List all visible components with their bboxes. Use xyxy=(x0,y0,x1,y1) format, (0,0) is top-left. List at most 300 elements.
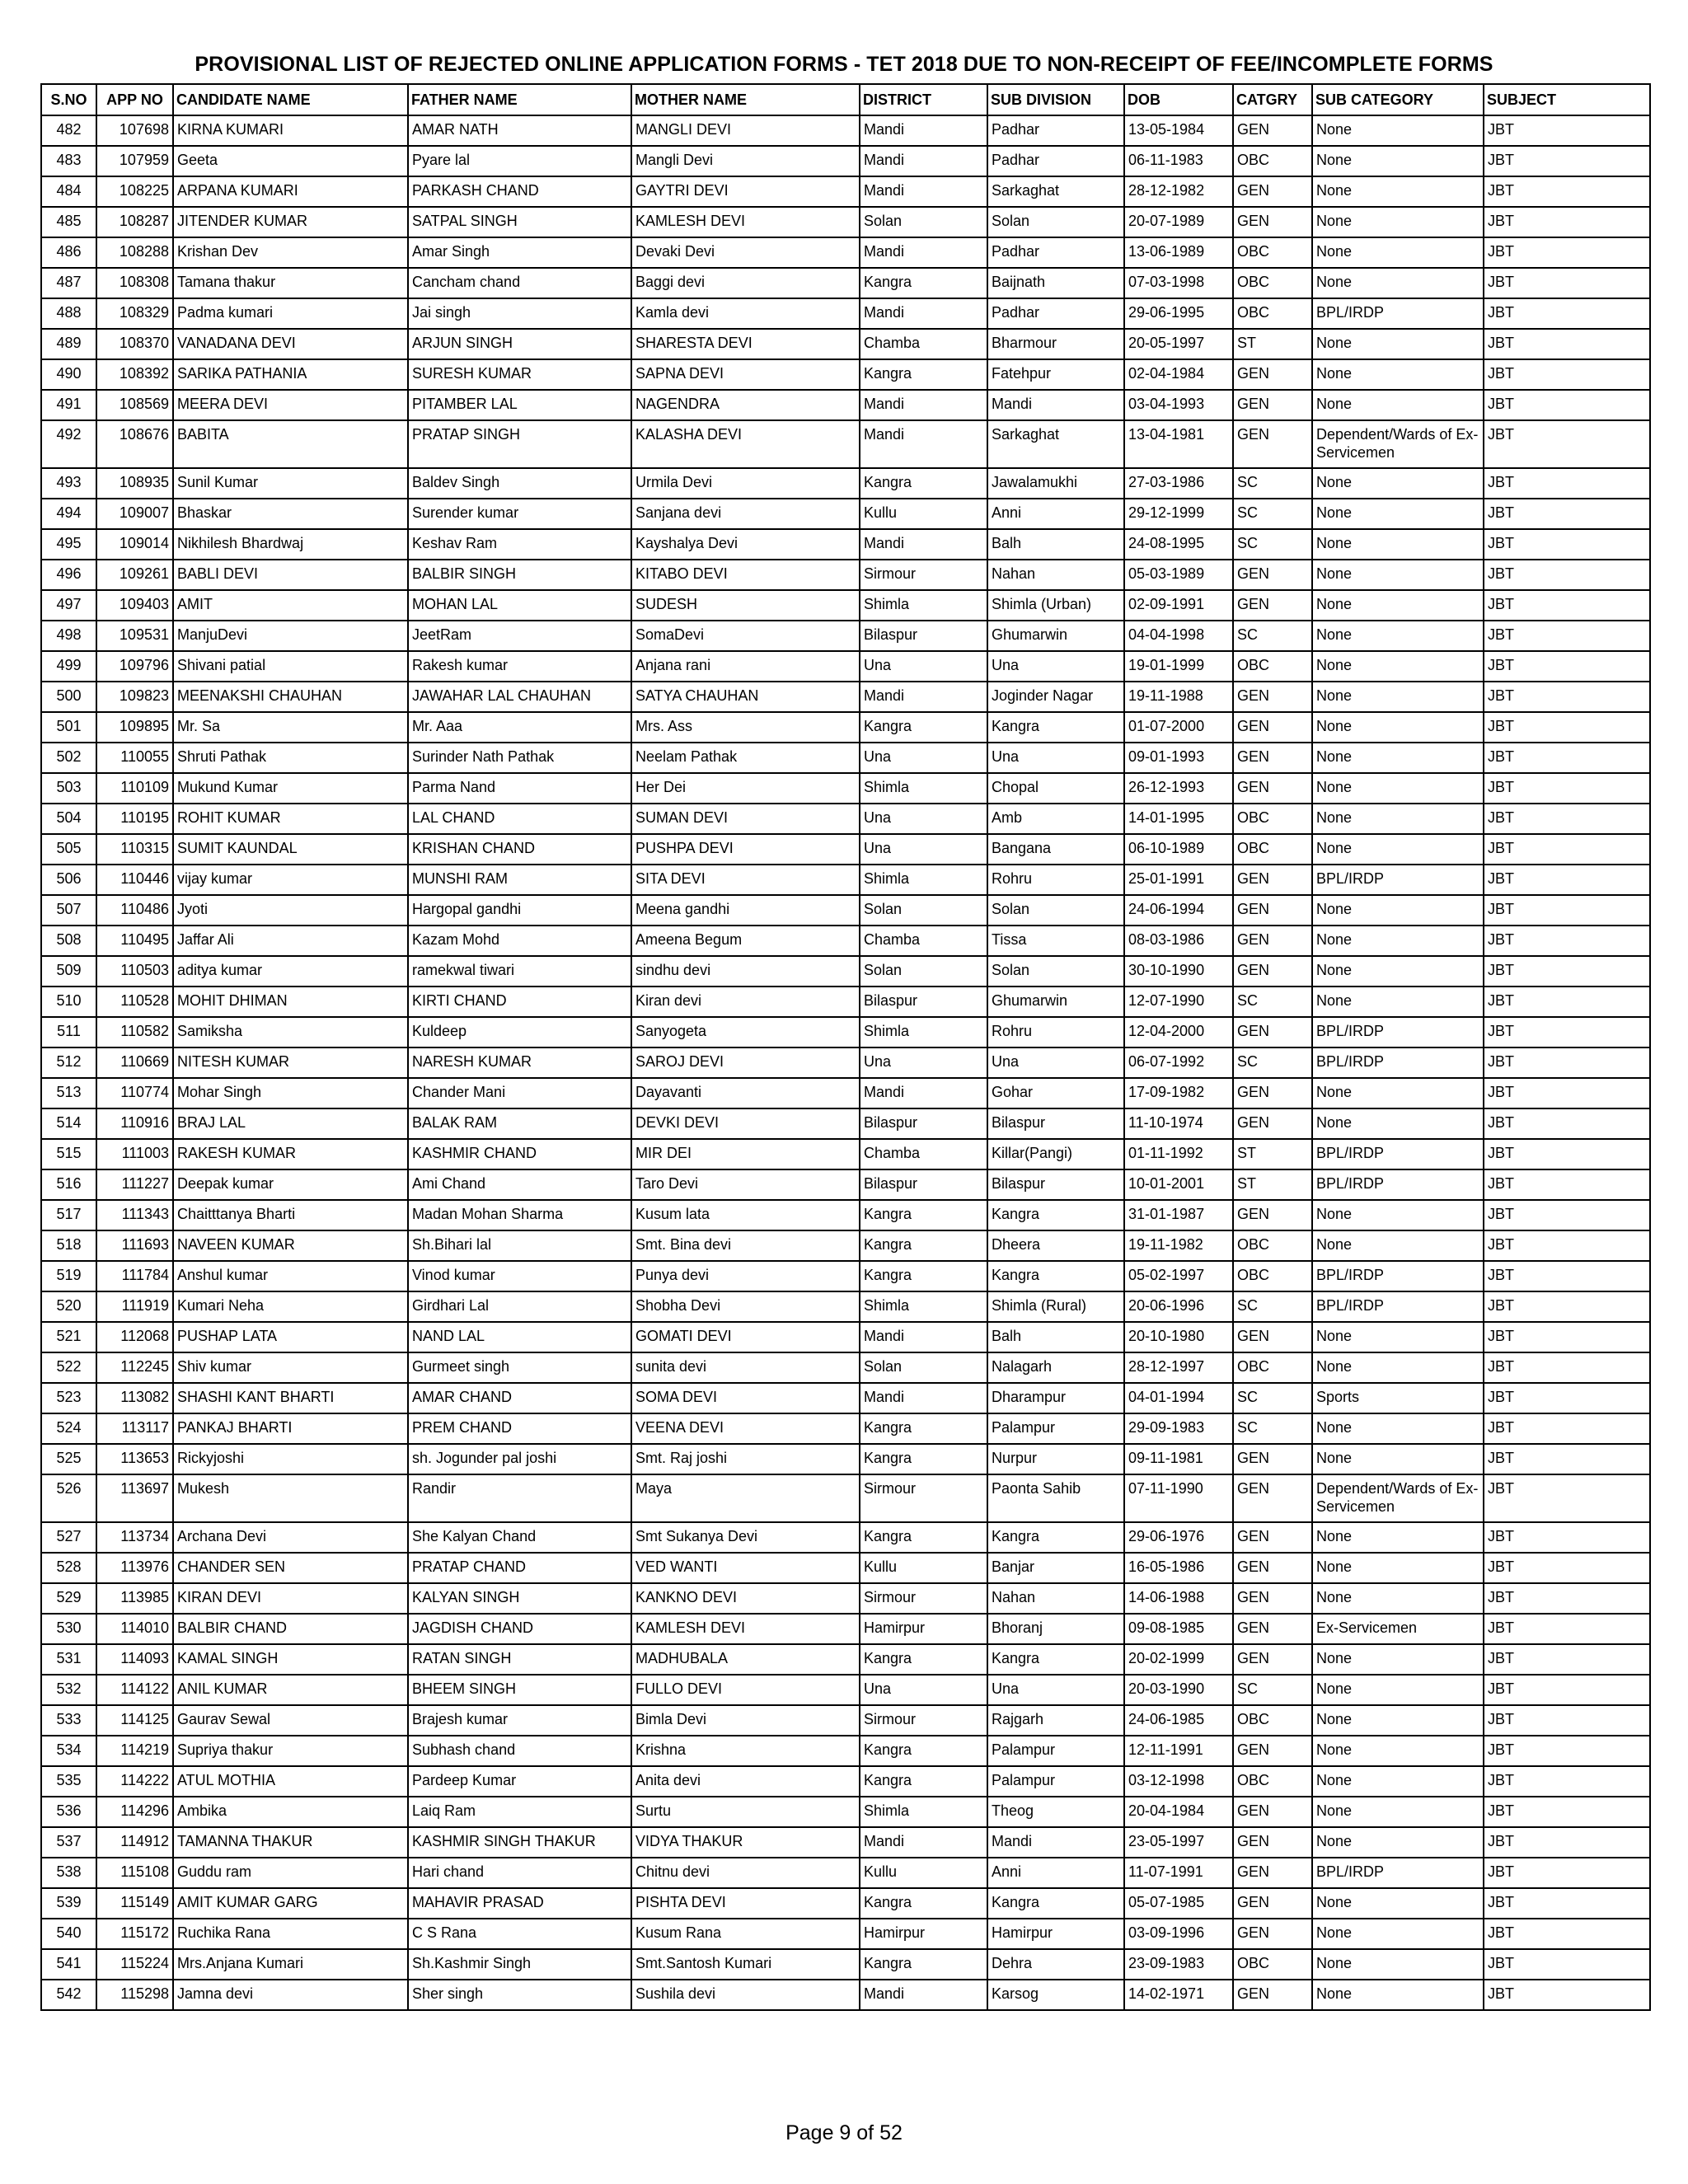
sub-division-cell: Paonta Sahib xyxy=(987,1474,1124,1522)
table-row xyxy=(41,1200,1650,1230)
sno-cell: 498 xyxy=(41,621,96,651)
father-name-cell: KIRTI CHAND xyxy=(408,987,631,1017)
father-name-cell: AMAR NATH xyxy=(408,115,631,146)
sub-category-cell: None xyxy=(1312,560,1484,590)
subject-cell: JBT xyxy=(1484,712,1650,743)
subject-cell: JBT xyxy=(1484,1291,1650,1322)
category-cell: GEN xyxy=(1233,1797,1312,1827)
app-no-cell: 113653 xyxy=(96,1444,173,1474)
subject-cell: JBT xyxy=(1484,682,1650,712)
father-name-cell: PREM CHAND xyxy=(408,1413,631,1444)
subject-cell: JBT xyxy=(1484,359,1650,390)
mother-name-cell: DEVKI DEVI xyxy=(631,1108,860,1139)
category-cell: OBC xyxy=(1233,1352,1312,1383)
dob-cell: 24-08-1995 xyxy=(1124,529,1233,560)
table-row xyxy=(41,956,1650,987)
sub-category-cell: None xyxy=(1312,1736,1484,1766)
dob-cell: 09-08-1985 xyxy=(1124,1614,1233,1644)
father-name-cell: BALBIR SINGH xyxy=(408,560,631,590)
category-cell: SC xyxy=(1233,1413,1312,1444)
subject-cell: JBT xyxy=(1484,1858,1650,1888)
sub-category-cell: None xyxy=(1312,1200,1484,1230)
table-row xyxy=(41,1583,1650,1614)
sub-division-cell: Baijnath xyxy=(987,268,1124,298)
table-row xyxy=(41,1474,1650,1522)
father-name-cell: KASHMIR SINGH THAKUR xyxy=(408,1827,631,1858)
table-row xyxy=(41,298,1650,329)
sub-division-cell: Amb xyxy=(987,804,1124,834)
app-no-cell: 115224 xyxy=(96,1949,173,1980)
district-cell: Shimla xyxy=(860,590,987,621)
sno-cell: 526 xyxy=(41,1474,96,1522)
sub-division-cell: Bhoranj xyxy=(987,1614,1124,1644)
candidate-name-cell: ATUL MOTHIA xyxy=(173,1766,408,1797)
app-no-cell: 108287 xyxy=(96,207,173,237)
mother-name-cell: Dayavanti xyxy=(631,1078,860,1108)
category-cell: OBC xyxy=(1233,1261,1312,1291)
district-cell: Una xyxy=(860,1047,987,1078)
district-cell: Kangra xyxy=(860,1888,987,1919)
table-row xyxy=(41,865,1650,895)
dob-cell: 09-01-1993 xyxy=(1124,743,1233,773)
rejected-applications-table xyxy=(40,83,1651,2011)
sub-category-cell: None xyxy=(1312,773,1484,804)
category-cell: GEN xyxy=(1233,207,1312,237)
district-cell: Kangra xyxy=(860,1230,987,1261)
sno-cell: 521 xyxy=(41,1322,96,1352)
candidate-name-cell: Guddu ram xyxy=(173,1858,408,1888)
mother-name-cell: Smt. Raj joshi xyxy=(631,1444,860,1474)
column-header-dob: DOB xyxy=(1124,84,1233,115)
subject-cell: JBT xyxy=(1484,926,1650,956)
sub-category-cell: None xyxy=(1312,359,1484,390)
subject-cell: JBT xyxy=(1484,1583,1650,1614)
app-no-cell: 108392 xyxy=(96,359,173,390)
mother-name-cell: SATYA CHAUHAN xyxy=(631,682,860,712)
sno-cell: 503 xyxy=(41,773,96,804)
dob-cell: 13-05-1984 xyxy=(1124,115,1233,146)
dob-cell: 20-03-1990 xyxy=(1124,1675,1233,1705)
sub-category-cell: None xyxy=(1312,1078,1484,1108)
district-cell: Sirmour xyxy=(860,1474,987,1522)
dob-cell: 09-11-1981 xyxy=(1124,1444,1233,1474)
candidate-name-cell: Mukesh xyxy=(173,1474,408,1522)
father-name-cell: PRATAP SINGH xyxy=(408,420,631,468)
mother-name-cell: Chitnu devi xyxy=(631,1858,860,1888)
sub-category-cell: Sports xyxy=(1312,1383,1484,1413)
dob-cell: 26-12-1993 xyxy=(1124,773,1233,804)
app-no-cell: 114010 xyxy=(96,1614,173,1644)
table-row xyxy=(41,1705,1650,1736)
sub-division-cell: Anni xyxy=(987,1858,1124,1888)
sno-cell: 517 xyxy=(41,1200,96,1230)
category-cell: SC xyxy=(1233,621,1312,651)
sub-division-cell: Padhar xyxy=(987,115,1124,146)
sub-division-cell: Rajgarh xyxy=(987,1705,1124,1736)
sno-cell: 539 xyxy=(41,1888,96,1919)
sno-cell: 510 xyxy=(41,987,96,1017)
father-name-cell: Subhash chand xyxy=(408,1736,631,1766)
table-row xyxy=(41,1169,1650,1200)
candidate-name-cell: Krishan Dev xyxy=(173,237,408,268)
district-cell: Solan xyxy=(860,956,987,987)
sub-division-cell: Kangra xyxy=(987,1261,1124,1291)
district-cell: Kangra xyxy=(860,1949,987,1980)
sno-cell: 528 xyxy=(41,1553,96,1583)
sub-category-cell: None xyxy=(1312,1766,1484,1797)
sub-division-cell: Dheera xyxy=(987,1230,1124,1261)
table-row xyxy=(41,329,1650,359)
subject-cell: JBT xyxy=(1484,1797,1650,1827)
candidate-name-cell: Jyoti xyxy=(173,895,408,926)
candidate-name-cell: Shruti Pathak xyxy=(173,743,408,773)
category-cell: SC xyxy=(1233,987,1312,1017)
candidate-name-cell: MEENAKSHI CHAUHAN xyxy=(173,682,408,712)
candidate-name-cell: Mr. Sa xyxy=(173,712,408,743)
subject-cell: JBT xyxy=(1484,1919,1650,1949)
subject-cell: JBT xyxy=(1484,146,1650,176)
table-row xyxy=(41,420,1650,468)
candidate-name-cell: PANKAJ BHARTI xyxy=(173,1413,408,1444)
category-cell: ST xyxy=(1233,1139,1312,1169)
category-cell: GEN xyxy=(1233,1614,1312,1644)
candidate-name-cell: TAMANNA THAKUR xyxy=(173,1827,408,1858)
subject-cell: JBT xyxy=(1484,499,1650,529)
app-no-cell: 108569 xyxy=(96,390,173,420)
father-name-cell: ARJUN SINGH xyxy=(408,329,631,359)
table-row xyxy=(41,682,1650,712)
mother-name-cell: Bimla Devi xyxy=(631,1705,860,1736)
mother-name-cell: Smt. Bina devi xyxy=(631,1230,860,1261)
app-no-cell: 110669 xyxy=(96,1047,173,1078)
father-name-cell: MUNSHI RAM xyxy=(408,865,631,895)
subject-cell: JBT xyxy=(1484,1949,1650,1980)
dob-cell: 12-04-2000 xyxy=(1124,1017,1233,1047)
sub-division-cell: Palampur xyxy=(987,1736,1124,1766)
mother-name-cell: KAMLESH DEVI xyxy=(631,1614,860,1644)
app-no-cell: 110446 xyxy=(96,865,173,895)
subject-cell: JBT xyxy=(1484,651,1650,682)
table-row xyxy=(41,773,1650,804)
subject-cell: JBT xyxy=(1484,1413,1650,1444)
sub-category-cell: None xyxy=(1312,926,1484,956)
father-name-cell: MAHAVIR PRASAD xyxy=(408,1888,631,1919)
sno-cell: 527 xyxy=(41,1522,96,1553)
sub-division-cell: Joginder Nagar xyxy=(987,682,1124,712)
table-row xyxy=(41,804,1650,834)
sub-category-cell: None xyxy=(1312,176,1484,207)
dob-cell: 20-10-1980 xyxy=(1124,1322,1233,1352)
district-cell: Kangra xyxy=(860,1261,987,1291)
district-cell: Bilaspur xyxy=(860,621,987,651)
category-cell: GEN xyxy=(1233,1644,1312,1675)
district-cell: Kangra xyxy=(860,1736,987,1766)
subject-cell: JBT xyxy=(1484,1705,1650,1736)
candidate-name-cell: vijay kumar xyxy=(173,865,408,895)
dob-cell: 20-02-1999 xyxy=(1124,1644,1233,1675)
app-no-cell: 113734 xyxy=(96,1522,173,1553)
dob-cell: 20-04-1984 xyxy=(1124,1797,1233,1827)
table-row xyxy=(41,468,1650,499)
sno-cell: 513 xyxy=(41,1078,96,1108)
dob-cell: 16-05-1986 xyxy=(1124,1553,1233,1583)
subject-cell: JBT xyxy=(1484,268,1650,298)
sub-category-cell: None xyxy=(1312,743,1484,773)
district-cell: Mandi xyxy=(860,1827,987,1858)
column-header-father-name: FATHER NAME xyxy=(408,84,631,115)
sno-cell: 511 xyxy=(41,1017,96,1047)
district-cell: Shimla xyxy=(860,773,987,804)
sno-cell: 490 xyxy=(41,359,96,390)
table-row xyxy=(41,590,1650,621)
category-cell: OBC xyxy=(1233,1230,1312,1261)
sub-division-cell: Anni xyxy=(987,499,1124,529)
app-no-cell: 114222 xyxy=(96,1766,173,1797)
mother-name-cell: Kusum Rana xyxy=(631,1919,860,1949)
sub-division-cell: Bilaspur xyxy=(987,1169,1124,1200)
sno-cell: 508 xyxy=(41,926,96,956)
app-no-cell: 110055 xyxy=(96,743,173,773)
sub-division-cell: Padhar xyxy=(987,237,1124,268)
father-name-cell: NAND LAL xyxy=(408,1322,631,1352)
table-row xyxy=(41,1291,1650,1322)
sno-cell: 531 xyxy=(41,1644,96,1675)
sub-division-cell: Banjar xyxy=(987,1553,1124,1583)
father-name-cell: Hargopal gandhi xyxy=(408,895,631,926)
sub-category-cell: None xyxy=(1312,1827,1484,1858)
subject-cell: JBT xyxy=(1484,895,1650,926)
sub-category-cell: None xyxy=(1312,1888,1484,1919)
district-cell: Shimla xyxy=(860,1017,987,1047)
dob-cell: 11-10-1974 xyxy=(1124,1108,1233,1139)
dob-cell: 20-05-1997 xyxy=(1124,329,1233,359)
sub-category-cell: None xyxy=(1312,468,1484,499)
category-cell: GEN xyxy=(1233,865,1312,895)
father-name-cell: Parma Nand xyxy=(408,773,631,804)
category-cell: GEN xyxy=(1233,115,1312,146)
sub-division-cell: Nalagarh xyxy=(987,1352,1124,1383)
mother-name-cell: Punya devi xyxy=(631,1261,860,1291)
dob-cell: 23-05-1997 xyxy=(1124,1827,1233,1858)
dob-cell: 10-01-2001 xyxy=(1124,1169,1233,1200)
candidate-name-cell: MOHIT DHIMAN xyxy=(173,987,408,1017)
sno-cell: 538 xyxy=(41,1858,96,1888)
sub-division-cell: Sarkaghat xyxy=(987,176,1124,207)
column-header-sno: S.NO xyxy=(41,84,96,115)
candidate-name-cell: Mrs.Anjana Kumari xyxy=(173,1949,408,1980)
sno-cell: 509 xyxy=(41,956,96,987)
candidate-name-cell: Geeta xyxy=(173,146,408,176)
app-no-cell: 115149 xyxy=(96,1888,173,1919)
candidate-name-cell: KAMAL SINGH xyxy=(173,1644,408,1675)
mother-name-cell: Kayshalya Devi xyxy=(631,529,860,560)
sub-division-cell: Dharampur xyxy=(987,1383,1124,1413)
table-row xyxy=(41,1614,1650,1644)
app-no-cell: 108676 xyxy=(96,420,173,468)
table-row xyxy=(41,1766,1650,1797)
mother-name-cell: Baggi devi xyxy=(631,268,860,298)
category-cell: GEN xyxy=(1233,1858,1312,1888)
category-cell: GEN xyxy=(1233,1827,1312,1858)
father-name-cell: KALYAN SINGH xyxy=(408,1583,631,1614)
app-no-cell: 111227 xyxy=(96,1169,173,1200)
subject-cell: JBT xyxy=(1484,804,1650,834)
sub-category-cell: None xyxy=(1312,1919,1484,1949)
sub-category-cell: None xyxy=(1312,621,1484,651)
app-no-cell: 115298 xyxy=(96,1980,173,2010)
mother-name-cell: VIDYA THAKUR xyxy=(631,1827,860,1858)
district-cell: Bilaspur xyxy=(860,987,987,1017)
sub-category-cell: None xyxy=(1312,499,1484,529)
subject-cell: JBT xyxy=(1484,1444,1650,1474)
dob-cell: 06-11-1983 xyxy=(1124,146,1233,176)
sub-division-cell: Solan xyxy=(987,895,1124,926)
sub-category-cell: BPL/IRDP xyxy=(1312,1261,1484,1291)
father-name-cell: Surinder Nath Pathak xyxy=(408,743,631,773)
sub-category-cell: None xyxy=(1312,1797,1484,1827)
category-cell: OBC xyxy=(1233,1705,1312,1736)
sno-cell: 516 xyxy=(41,1169,96,1200)
sno-cell: 506 xyxy=(41,865,96,895)
dob-cell: 01-11-1992 xyxy=(1124,1139,1233,1169)
father-name-cell: Surender kumar xyxy=(408,499,631,529)
app-no-cell: 107698 xyxy=(96,115,173,146)
table-row xyxy=(41,359,1650,390)
sno-cell: 483 xyxy=(41,146,96,176)
mother-name-cell: SAPNA DEVI xyxy=(631,359,860,390)
district-cell: Una xyxy=(860,804,987,834)
app-no-cell: 107959 xyxy=(96,146,173,176)
category-cell: GEN xyxy=(1233,1919,1312,1949)
candidate-name-cell: Jaffar Ali xyxy=(173,926,408,956)
category-cell: SC xyxy=(1233,1291,1312,1322)
mother-name-cell: Sanyogeta xyxy=(631,1017,860,1047)
father-name-cell: MOHAN LAL xyxy=(408,590,631,621)
app-no-cell: 115172 xyxy=(96,1919,173,1949)
mother-name-cell: Smt.Santosh Kumari xyxy=(631,1949,860,1980)
app-no-cell: 108288 xyxy=(96,237,173,268)
app-no-cell: 109261 xyxy=(96,560,173,590)
sub-category-cell: None xyxy=(1312,1108,1484,1139)
app-no-cell: 113976 xyxy=(96,1553,173,1583)
sub-category-cell: None xyxy=(1312,895,1484,926)
district-cell: Shimla xyxy=(860,865,987,895)
candidate-name-cell: Kumari Neha xyxy=(173,1291,408,1322)
candidate-name-cell: AMIT xyxy=(173,590,408,621)
subject-cell: JBT xyxy=(1484,1322,1650,1352)
mother-name-cell: PISHTA DEVI xyxy=(631,1888,860,1919)
dob-cell: 14-02-1971 xyxy=(1124,1980,1233,2010)
sno-cell: 504 xyxy=(41,804,96,834)
candidate-name-cell: VANADANA DEVI xyxy=(173,329,408,359)
mother-name-cell: KANKNO DEVI xyxy=(631,1583,860,1614)
district-cell: Bilaspur xyxy=(860,1169,987,1200)
table-row xyxy=(41,651,1650,682)
app-no-cell: 114296 xyxy=(96,1797,173,1827)
district-cell: Sirmour xyxy=(860,560,987,590)
subject-cell: JBT xyxy=(1484,1383,1650,1413)
sub-division-cell: Nurpur xyxy=(987,1444,1124,1474)
subject-cell: JBT xyxy=(1484,176,1650,207)
table-row xyxy=(41,1644,1650,1675)
app-no-cell: 110195 xyxy=(96,804,173,834)
sub-category-cell: None xyxy=(1312,1644,1484,1675)
category-cell: OBC xyxy=(1233,834,1312,865)
app-no-cell: 113985 xyxy=(96,1583,173,1614)
sno-cell: 507 xyxy=(41,895,96,926)
district-cell: Mandi xyxy=(860,1980,987,2010)
sub-category-cell: None xyxy=(1312,834,1484,865)
sno-cell: 495 xyxy=(41,529,96,560)
mother-name-cell: sindhu devi xyxy=(631,956,860,987)
candidate-name-cell: JITENDER KUMAR xyxy=(173,207,408,237)
category-cell: SC xyxy=(1233,1675,1312,1705)
candidate-name-cell: NITESH KUMAR xyxy=(173,1047,408,1078)
dob-cell: 19-11-1988 xyxy=(1124,682,1233,712)
father-name-cell: PARKASH CHAND xyxy=(408,176,631,207)
subject-cell: JBT xyxy=(1484,1827,1650,1858)
district-cell: Kangra xyxy=(860,1444,987,1474)
app-no-cell: 114122 xyxy=(96,1675,173,1705)
dob-cell: 12-11-1991 xyxy=(1124,1736,1233,1766)
sub-category-cell: Ex-Servicemen xyxy=(1312,1614,1484,1644)
father-name-cell: She Kalyan Chand xyxy=(408,1522,631,1553)
dob-cell: 28-12-1997 xyxy=(1124,1352,1233,1383)
table-row xyxy=(41,1108,1650,1139)
sub-division-cell: Kangra xyxy=(987,1888,1124,1919)
mother-name-cell: SUDESH xyxy=(631,590,860,621)
table-row xyxy=(41,1230,1650,1261)
sub-category-cell: BPL/IRDP xyxy=(1312,1169,1484,1200)
dob-cell: 24-06-1985 xyxy=(1124,1705,1233,1736)
mother-name-cell: Mangli Devi xyxy=(631,146,860,176)
father-name-cell: Kuldeep xyxy=(408,1017,631,1047)
candidate-name-cell: Jamna devi xyxy=(173,1980,408,2010)
category-cell: GEN xyxy=(1233,390,1312,420)
sub-division-cell: Rohru xyxy=(987,865,1124,895)
district-cell: Kangra xyxy=(860,1766,987,1797)
sub-category-cell: None xyxy=(1312,712,1484,743)
mother-name-cell: MANGLI DEVI xyxy=(631,115,860,146)
mother-name-cell: Anjana rani xyxy=(631,651,860,682)
sub-division-cell: Gohar xyxy=(987,1078,1124,1108)
father-name-cell: PITAMBER LAL xyxy=(408,390,631,420)
mother-name-cell: SOMA DEVI xyxy=(631,1383,860,1413)
district-cell: Mandi xyxy=(860,298,987,329)
table-row xyxy=(41,1078,1650,1108)
father-name-cell: Cancham chand xyxy=(408,268,631,298)
category-cell: OBC xyxy=(1233,651,1312,682)
mother-name-cell: Mrs. Ass xyxy=(631,712,860,743)
mother-name-cell: Krishna xyxy=(631,1736,860,1766)
mother-name-cell: Surtu xyxy=(631,1797,860,1827)
app-no-cell: 111919 xyxy=(96,1291,173,1322)
table-row xyxy=(41,987,1650,1017)
category-cell: GEN xyxy=(1233,1522,1312,1553)
father-name-cell: JAGDISH CHAND xyxy=(408,1614,631,1644)
candidate-name-cell: ARPANA KUMARI xyxy=(173,176,408,207)
father-name-cell: NARESH KUMAR xyxy=(408,1047,631,1078)
dob-cell: 03-12-1998 xyxy=(1124,1766,1233,1797)
category-cell: GEN xyxy=(1233,712,1312,743)
father-name-cell: BHEEM SINGH xyxy=(408,1675,631,1705)
table-row xyxy=(41,146,1650,176)
app-no-cell: 109796 xyxy=(96,651,173,682)
father-name-cell: Sh.Bihari lal xyxy=(408,1230,631,1261)
sub-category-cell: None xyxy=(1312,651,1484,682)
dob-cell: 14-06-1988 xyxy=(1124,1583,1233,1614)
sno-cell: 529 xyxy=(41,1583,96,1614)
